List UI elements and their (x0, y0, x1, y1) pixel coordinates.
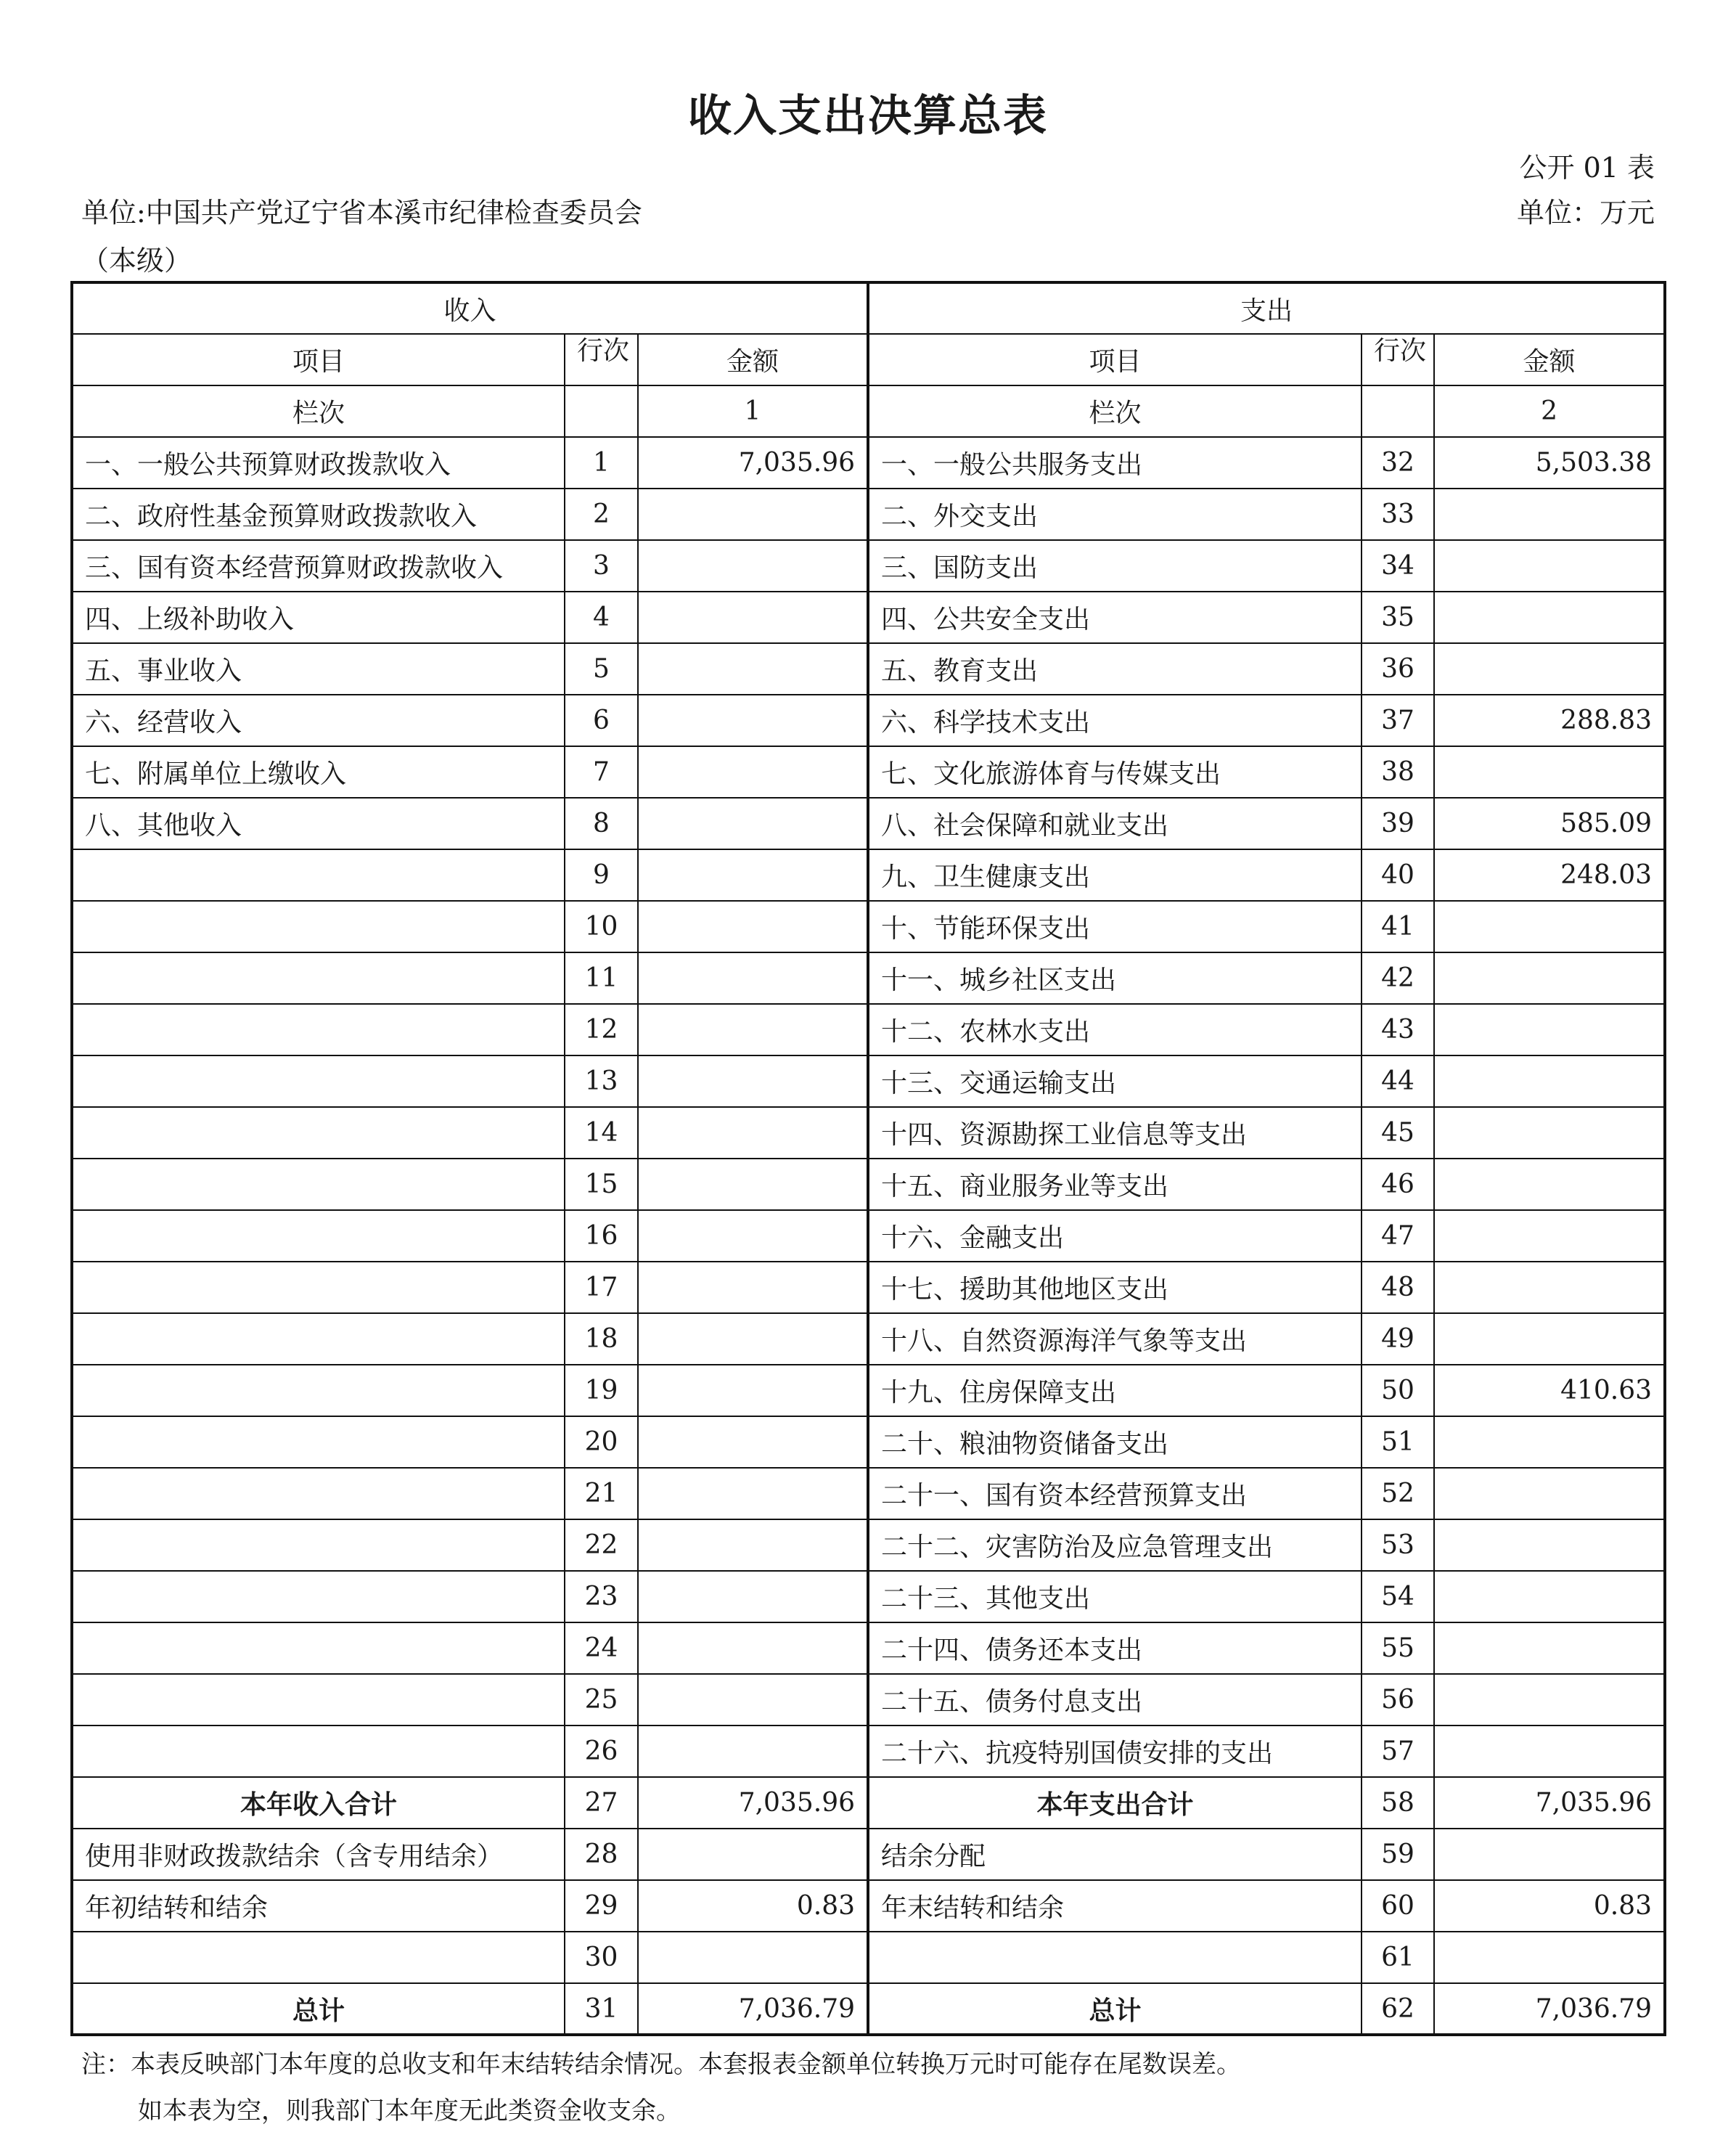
income-row-no: 16 (565, 1210, 638, 1262)
income-row-no-header: 行次 (565, 334, 638, 385)
expense-row-no: 52 (1362, 1468, 1434, 1519)
expense-amount (1434, 1004, 1665, 1055)
expense-amount (1434, 1932, 1665, 1983)
income-amount (638, 1519, 868, 1571)
income-item (72, 849, 565, 901)
expense-row-no: 56 (1362, 1674, 1434, 1726)
expense-amount (1434, 1262, 1665, 1313)
expense-row-no: 38 (1362, 746, 1434, 798)
income-section-header: 收入 (72, 282, 868, 334)
expense-amount (1434, 489, 1665, 540)
income-row-no: 27 (565, 1777, 638, 1829)
table-row (72, 798, 1665, 849)
table-row (72, 1055, 1665, 1107)
income-amount (638, 1365, 868, 1416)
table-row (72, 1880, 1665, 1932)
expense-row-no: 43 (1362, 1004, 1434, 1055)
income-row-no: 13 (565, 1055, 638, 1107)
expense-item: 二十四、债务还本支出 (868, 1622, 1362, 1674)
income-amount (638, 1004, 868, 1055)
expense-row-no: 37 (1362, 695, 1434, 746)
income-row-no: 31 (565, 1983, 638, 2035)
income-row-no: 4 (565, 592, 638, 643)
expense-col-label: 栏次 (868, 385, 1362, 437)
expense-amount (1434, 592, 1665, 643)
income-col-label: 栏次 (72, 385, 565, 437)
expense-row-no: 33 (1362, 489, 1434, 540)
expense-amount: 410.63 (1434, 1365, 1665, 1416)
income-amount (638, 1210, 868, 1262)
expense-row-no: 47 (1362, 1210, 1434, 1262)
income-item (72, 952, 565, 1004)
table-row (72, 1004, 1665, 1055)
income-item (72, 1159, 565, 1210)
expense-item: 六、科学技术支出 (868, 695, 1362, 746)
income-item: 五、事业收入 (72, 643, 565, 695)
table-row (72, 1107, 1665, 1159)
expense-amount (1434, 643, 1665, 695)
table-row (72, 901, 1665, 952)
expense-row-no: 53 (1362, 1519, 1434, 1571)
table-row (72, 746, 1665, 798)
income-row-no: 2 (565, 489, 638, 540)
income-item (72, 1107, 565, 1159)
expense-amount (1434, 1726, 1665, 1777)
expense-item: 十二、农林水支出 (868, 1004, 1362, 1055)
expense-item: 二十六、抗疫特别国债安排的支出 (868, 1726, 1362, 1777)
income-item (72, 1519, 565, 1571)
income-item: 总计 (72, 1983, 565, 2035)
expense-item: 十五、商业服务业等支出 (868, 1159, 1362, 1210)
income-row-no: 7 (565, 746, 638, 798)
income-item: 二、政府性基金预算财政拨款收入 (72, 489, 565, 540)
income-amount (638, 540, 868, 592)
income-row-no: 21 (565, 1468, 638, 1519)
expense-row-no: 50 (1362, 1365, 1434, 1416)
income-item: 三、国有资本经营预算财政拨款收入 (72, 540, 565, 592)
income-item: 本年收入合计 (72, 1777, 565, 1829)
expense-item: 二十三、其他支出 (868, 1571, 1362, 1622)
unit-organization: 单位:中国共产党辽宁省本溪市纪律检查委员会 (81, 197, 642, 229)
expense-item: 十一、城乡社区支出 (868, 952, 1362, 1004)
expense-row-no: 41 (1362, 901, 1434, 952)
income-item: 七、附属单位上缴收入 (72, 746, 565, 798)
expense-item: 十三、交通运输支出 (868, 1055, 1362, 1107)
expense-row-no: 54 (1362, 1571, 1434, 1622)
expense-amount (1434, 901, 1665, 952)
income-amount (638, 901, 868, 952)
expense-item: 年末结转和结余 (868, 1880, 1362, 1932)
expense-item: 一、一般公共服务支出 (868, 437, 1362, 489)
expense-row-no: 34 (1362, 540, 1434, 592)
expense-row-no: 44 (1362, 1055, 1434, 1107)
table-row (72, 1159, 1665, 1210)
income-amount (638, 592, 868, 643)
expense-col-number: 2 (1434, 385, 1665, 437)
income-item (72, 1571, 565, 1622)
income-row-no: 29 (565, 1880, 638, 1932)
income-item: 年初结转和结余 (72, 1880, 565, 1932)
section-header-row (72, 282, 1665, 334)
income-item (72, 901, 565, 952)
table-row (72, 489, 1665, 540)
expense-item: 十九、住房保障支出 (868, 1365, 1362, 1416)
expense-item: 十七、援助其他地区支出 (868, 1262, 1362, 1313)
income-row-no: 25 (565, 1674, 638, 1726)
expense-amount: 7,035.96 (1434, 1777, 1665, 1829)
form-code: 公开 01 表 (1519, 152, 1655, 184)
income-item (72, 1468, 565, 1519)
expense-row-no: 51 (1362, 1416, 1434, 1468)
expense-item: 十、节能环保支出 (868, 901, 1362, 952)
income-item: 八、其他收入 (72, 798, 565, 849)
income-amount (638, 1159, 868, 1210)
expense-amount: 0.83 (1434, 1880, 1665, 1932)
income-row-no: 26 (565, 1726, 638, 1777)
income-amount (638, 1674, 868, 1726)
income-row-no: 22 (565, 1519, 638, 1571)
expense-item: 二十五、债务付息支出 (868, 1674, 1362, 1726)
expense-item: 十四、资源勘探工业信息等支出 (868, 1107, 1362, 1159)
income-amount (638, 695, 868, 746)
expense-amount (1434, 1107, 1665, 1159)
income-row-no: 10 (565, 901, 638, 952)
income-item: 一、一般公共预算财政拨款收入 (72, 437, 565, 489)
expense-row-no: 45 (1362, 1107, 1434, 1159)
income-amount (638, 1262, 868, 1313)
income-item (72, 1210, 565, 1262)
expense-amount (1434, 1159, 1665, 1210)
expense-row-no: 46 (1362, 1159, 1434, 1210)
total-row (72, 1983, 1665, 2035)
income-amount (638, 643, 868, 695)
income-amount (638, 798, 868, 849)
expense-amount (1434, 746, 1665, 798)
income-amount: 0.83 (638, 1880, 868, 1932)
income-item: 六、经营收入 (72, 695, 565, 746)
income-amount (638, 1107, 868, 1159)
footnote-2: 如本表为空，则我部门本年度无此类资金收支余。 (138, 2096, 681, 2125)
income-amount: 7,035.96 (638, 1777, 868, 1829)
unit-currency: 单位：万元 (1516, 197, 1655, 229)
income-amount (638, 1622, 868, 1674)
income-amount: 7,036.79 (638, 1983, 868, 2035)
income-row-no: 15 (565, 1159, 638, 1210)
expense-item: 十八、自然资源海洋气象等支出 (868, 1313, 1362, 1365)
income-amount: 7,035.96 (638, 437, 868, 489)
income-amount (638, 1829, 868, 1880)
table-row (72, 540, 1665, 592)
table-row (72, 1262, 1665, 1313)
unit-level: （本级） (81, 245, 192, 277)
expense-amount: 248.03 (1434, 849, 1665, 901)
expense-item: 七、文化旅游体育与传媒支出 (868, 746, 1362, 798)
expense-row-no-header: 行次 (1362, 334, 1434, 385)
income-item (72, 1004, 565, 1055)
table-row (72, 1674, 1665, 1726)
expense-col-blank (1362, 385, 1434, 437)
expense-row-no: 39 (1362, 798, 1434, 849)
expense-item: 二十、粮油物资储备支出 (868, 1416, 1362, 1468)
expense-amount (1434, 540, 1665, 592)
expense-amount: 288.83 (1434, 695, 1665, 746)
income-row-no: 1 (565, 437, 638, 489)
table-row (72, 1210, 1665, 1262)
income-amount (638, 1932, 868, 1983)
income-item (72, 1622, 565, 1674)
table-row (72, 1726, 1665, 1777)
table-row (72, 1932, 1665, 1983)
page-title: 收入支出决算总表 (688, 91, 1048, 142)
income-row-no: 17 (565, 1262, 638, 1313)
expense-row-no: 58 (1362, 1777, 1434, 1829)
expense-item: 五、教育支出 (868, 643, 1362, 695)
income-col-blank (565, 385, 638, 437)
column-index-row (72, 385, 1665, 437)
table-row (72, 1468, 1665, 1519)
expense-item: 八、社会保障和就业支出 (868, 798, 1362, 849)
expense-amount (1434, 1519, 1665, 1571)
expense-row-no: 55 (1362, 1622, 1434, 1674)
income-amount (638, 849, 868, 901)
income-amount (638, 1313, 868, 1365)
income-item-header: 项目 (72, 334, 565, 385)
income-item (72, 1313, 565, 1365)
expense-row-no: 57 (1362, 1726, 1434, 1777)
income-row-no: 12 (565, 1004, 638, 1055)
expense-item: 四、公共安全支出 (868, 592, 1362, 643)
expense-item: 结余分配 (868, 1829, 1362, 1880)
income-row-no: 23 (565, 1571, 638, 1622)
income-amount (638, 746, 868, 798)
expense-row-no: 61 (1362, 1932, 1434, 1983)
table-row (72, 1365, 1665, 1416)
table-row (72, 1416, 1665, 1468)
expense-amount (1434, 1674, 1665, 1726)
income-row-no: 11 (565, 952, 638, 1004)
expense-amount (1434, 1416, 1665, 1468)
expense-item: 二十二、灾害防治及应急管理支出 (868, 1519, 1362, 1571)
expense-row-no: 59 (1362, 1829, 1434, 1880)
income-amount (638, 1055, 868, 1107)
expense-row-no: 48 (1362, 1262, 1434, 1313)
column-header-row (72, 334, 1665, 385)
income-item (72, 1674, 565, 1726)
expense-row-no: 35 (1362, 592, 1434, 643)
income-item (72, 1416, 565, 1468)
income-item (72, 1726, 565, 1777)
expense-item: 十六、金融支出 (868, 1210, 1362, 1262)
expense-row-no: 36 (1362, 643, 1434, 695)
expense-amount: 5,503.38 (1434, 437, 1665, 489)
expense-row-no: 40 (1362, 849, 1434, 901)
expense-amount: 7,036.79 (1434, 1983, 1665, 2035)
income-row-no: 18 (565, 1313, 638, 1365)
income-row-no: 28 (565, 1829, 638, 1880)
expense-amount (1434, 952, 1665, 1004)
table-row (72, 1571, 1665, 1622)
expense-row-no: 42 (1362, 952, 1434, 1004)
expense-row-no: 49 (1362, 1313, 1434, 1365)
expense-amount-header: 金额 (1434, 334, 1665, 385)
table-row (72, 1622, 1665, 1674)
income-row-no: 20 (565, 1416, 638, 1468)
income-amount (638, 1416, 868, 1468)
income-row-no: 6 (565, 695, 638, 746)
income-amount (638, 1468, 868, 1519)
expense-row-no: 32 (1362, 437, 1434, 489)
table-row (72, 1313, 1665, 1365)
income-item (72, 1932, 565, 1983)
income-item (72, 1055, 565, 1107)
income-item: 四、上级补助收入 (72, 592, 565, 643)
table-row (72, 849, 1665, 901)
table-body (72, 437, 1665, 2035)
income-row-no: 5 (565, 643, 638, 695)
income-row-no: 14 (565, 1107, 638, 1159)
expense-item (868, 1932, 1362, 1983)
expense-item: 总计 (868, 1983, 1362, 2035)
expense-row-no: 62 (1362, 1983, 1434, 2035)
expense-item: 二十一、国有资本经营预算支出 (868, 1468, 1362, 1519)
income-amount-header: 金额 (638, 334, 868, 385)
expense-amount (1434, 1468, 1665, 1519)
table-row (72, 1829, 1665, 1880)
table-row (72, 695, 1665, 746)
expense-item: 九、卫生健康支出 (868, 849, 1362, 901)
income-item (72, 1365, 565, 1416)
expense-item: 三、国防支出 (868, 540, 1362, 592)
expense-amount (1434, 1571, 1665, 1622)
expense-item: 本年支出合计 (868, 1777, 1362, 1829)
table-row (72, 1519, 1665, 1571)
income-row-no: 30 (565, 1932, 638, 1983)
subtotal-row (72, 1777, 1665, 1829)
expense-amount (1434, 1829, 1665, 1880)
expense-amount (1434, 1622, 1665, 1674)
table-row (72, 643, 1665, 695)
income-amount (638, 489, 868, 540)
income-item: 使用非财政拨款结余（含专用结余） (72, 1829, 565, 1880)
income-row-no: 24 (565, 1622, 638, 1674)
expense-amount (1434, 1313, 1665, 1365)
income-expense-table (70, 281, 1666, 2036)
expense-amount (1434, 1055, 1665, 1107)
table-row (72, 952, 1665, 1004)
expense-amount (1434, 1210, 1665, 1262)
income-item (72, 1262, 565, 1313)
footnote-1: 注：本表反映部门本年度的总收支和年末结转结余情况。本套报表金额单位转换万元时可能存在尾数误差。 (81, 2050, 1241, 2079)
income-row-no: 9 (565, 849, 638, 901)
income-row-no: 3 (565, 540, 638, 592)
income-col-number: 1 (638, 385, 868, 437)
income-amount (638, 1571, 868, 1622)
expense-amount: 585.09 (1434, 798, 1665, 849)
expense-item: 二、外交支出 (868, 489, 1362, 540)
expense-row-no: 60 (1362, 1880, 1434, 1932)
income-row-no: 8 (565, 798, 638, 849)
expense-section-header: 支出 (868, 282, 1665, 334)
income-row-no: 19 (565, 1365, 638, 1416)
income-amount (638, 952, 868, 1004)
table-row (72, 592, 1665, 643)
income-amount (638, 1726, 868, 1777)
expense-item-header: 项目 (868, 334, 1362, 385)
table-row (72, 437, 1665, 489)
